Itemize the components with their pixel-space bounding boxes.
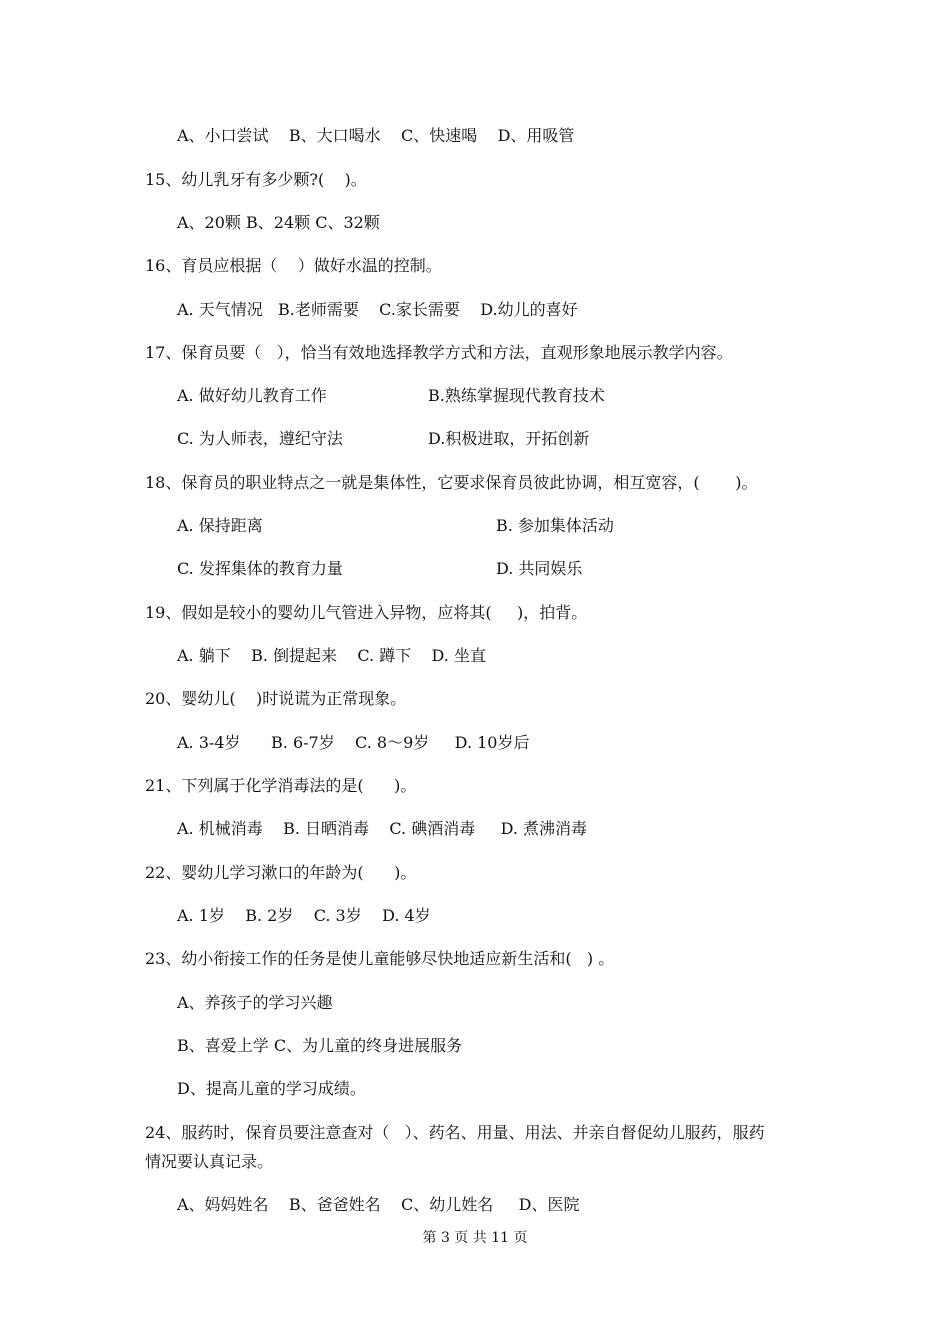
q17-option-d: D.积极进取，开拓创新 (428, 429, 590, 448)
q24-stem-line2: 情况要认真记录。 (145, 1152, 274, 1171)
q20-stem: 20、婴幼儿( )时说谎为正常现象。 (145, 689, 407, 708)
q18-option-a: A. 保持距离 (177, 516, 263, 535)
q17-stem: 17、保育员要（ ），恰当有效地选择教学方式和方法，直观形象地展示教学内容。 (145, 343, 733, 362)
page-number-footer: 第 3 页 共 11 页 (422, 1230, 528, 1246)
q23-option-d: D、提高儿童的学习成绩。 (177, 1079, 366, 1098)
q23-stem: 23、幼小衔接工作的任务是使儿童能够尽快地适应新生活和( ) 。 (145, 949, 615, 968)
q21-stem: 21、下列属于化学消毒法的是( )。 (145, 776, 417, 795)
q17-option-b: B.熟练掌握现代教育技术 (428, 386, 605, 405)
q16-stem: 16、育员应根据（ ）做好水温的控制。 (145, 256, 442, 275)
q17-option-c: C. 为人师表，遵纪守法 (177, 429, 343, 448)
q19-options: A. 躺下 B. 倒提起来 C. 蹲下 D. 坐直 (177, 646, 486, 665)
q23-option-a: A、养孩子的学习兴趣 (177, 993, 333, 1012)
q18-option-d: D. 共同娱乐 (496, 559, 583, 578)
q21-options: A. 机械消毒 B. 日晒消毒 C. 碘酒消毒 D. 煮沸消毒 (177, 819, 588, 838)
q16-options: A. 天气情况 B.老师需要 C.家长需要 D.幼儿的喜好 (177, 300, 578, 319)
q18-stem: 18、保育员的职业特点之一就是集体性，它要求保育员彼此协调，相互宽容，( )。 (145, 473, 758, 492)
q19-stem: 19、假如是较小的婴幼儿气管进入异物，应将其( )，拍背。 (145, 603, 588, 622)
q18-option-c: C. 发挥集体的教育力量 (177, 559, 343, 578)
q22-stem: 22、婴幼儿学习漱口的年龄为( )。 (145, 863, 417, 882)
q20-options: A. 3-4岁 B. 6-7岁 C. 8～9岁 D. 10岁后 (177, 733, 530, 752)
q23-option-bc: B、喜爱上学 C、为儿童的终身进展服务 (177, 1036, 463, 1055)
q14-options: A、小口尝试 B、大口喝水 C、快速喝 D、用吸管 (177, 126, 575, 145)
q18-option-b: B. 参加集体活动 (496, 516, 614, 535)
q15-options: A、20颗 B、24颗 C、32颗 (177, 213, 380, 232)
q22-options: A. 1岁 B. 2岁 C. 3岁 D. 4岁 (177, 906, 431, 925)
q24-stem-line1: 24、服药时，保育员要注意查对（ ）、药名、用量、用法、并亲自督促幼儿服药，服药 (145, 1123, 765, 1142)
q24-options: A、妈妈姓名 B、爸爸姓名 C、幼儿姓名 D、医院 (177, 1195, 580, 1214)
q17-option-a: A. 做好幼儿教育工作 (177, 386, 327, 405)
q15-stem: 15、幼儿乳牙有多少颗?( )。 (145, 170, 367, 189)
